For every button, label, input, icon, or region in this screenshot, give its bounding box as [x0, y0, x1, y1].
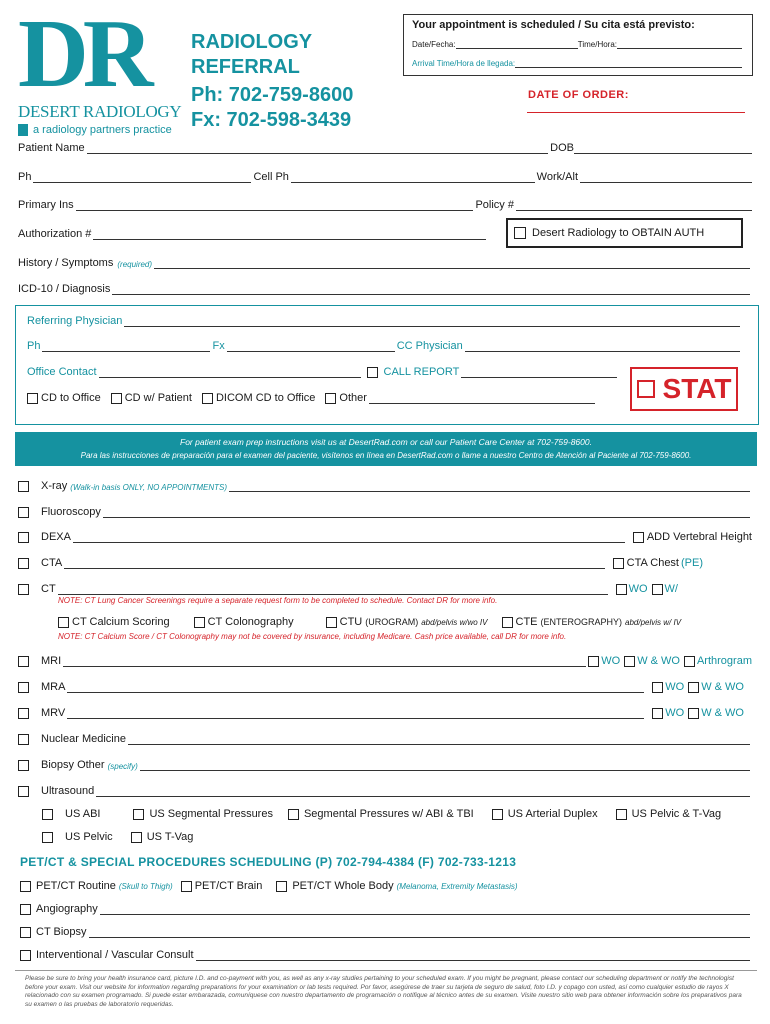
obtain-auth-box[interactable] — [506, 218, 743, 248]
us-tvag-checkbox[interactable] — [131, 832, 142, 843]
appt-time-field[interactable] — [617, 41, 742, 49]
ct-calcium-label: CT Calcium Scoring — [72, 616, 170, 628]
logo-mark-icon — [18, 124, 28, 136]
angio-checkbox[interactable] — [20, 904, 31, 915]
footer-note: Please be sure to bring your health insurance card, picture I.D. and co-payment with you, as well as any x-ray studies pertaining to your scheduled exam. If you might be pregnant, please contact our scheduling department or notify the technologist before your exam. Visit our website for information regarding preparations for your examination or lab tests required. Por favor, asegúrese de traer su tarjeta de seguro de salud, foto I.D. y copago con usted, así como cualquier estudio de rayos X relacionado con su examen programado. Si puede estar embarazada, comuníquese con nuestro departamento de programación o notifique al técnico antes de su examen. Visite nuestro sitio web para obtener información sobre los preparativos para su examen o las pruebas de laboratorio requeridas. — [25, 975, 742, 1008]
dicom-checkbox[interactable] — [202, 393, 213, 404]
ct-checkbox[interactable] — [18, 584, 29, 595]
cte-detail: (ENTEROGRAPHY) — [540, 617, 623, 627]
stat-checkbox[interactable] — [637, 380, 655, 398]
ct-biopsy-label: CT Biopsy — [36, 926, 87, 938]
physician-fx-field[interactable] — [227, 342, 395, 352]
nuclear-label: Nuclear Medicine — [41, 733, 126, 745]
interventional-checkbox[interactable] — [20, 950, 31, 961]
xray-note: (Walk-in basis ONLY, NO APPOINTMENTS) — [70, 483, 228, 492]
call-report-field[interactable] — [461, 368, 617, 378]
other-checkbox[interactable] — [325, 393, 336, 404]
add-vertebral-checkbox[interactable] — [633, 532, 644, 543]
dob-label: DOB — [550, 142, 574, 154]
pet-whole-label: PET/CT Whole Body — [292, 880, 394, 892]
ultrasound-options-row2 — [42, 831, 193, 843]
cd-patient-label: CD w/ Patient — [124, 392, 192, 404]
office-contact-label: Office Contact — [27, 366, 97, 378]
physician-fx-label: Fx — [212, 340, 225, 352]
call-report-label: CALL REPORT — [383, 366, 460, 378]
pet-heading: PET/CT & SPECIAL PROCEDURES SCHEDULING (P) 702-794-4384 (F) 702-733-1213 — [20, 855, 517, 869]
ct-wo-checkbox[interactable] — [616, 584, 627, 595]
mri-checkbox[interactable] — [18, 656, 29, 667]
us-arterial-label: US Arterial Duplex — [507, 808, 598, 820]
biopsy-checkbox[interactable] — [18, 760, 29, 771]
ct-calcium-note: NOTE: CT Calcium Score / CT Colonography may not be covered by insurance, including Medicare. Cash price available, call DR for more info. — [58, 632, 567, 641]
us-tvag-label: US T-Vag — [146, 831, 194, 843]
pet-brain-checkbox[interactable] — [181, 881, 192, 892]
ultrasound-label: Ultrasound — [41, 785, 95, 797]
ct-colono-label: CT Colonography — [207, 616, 294, 628]
seg-abi-label: Segmental Pressures w/ ABI & TBI — [303, 808, 474, 820]
xray-checkbox[interactable] — [18, 481, 29, 492]
mra-wwo-checkbox[interactable] — [688, 682, 699, 693]
appt-arrival-field[interactable] — [515, 60, 742, 68]
patient-name-label: Patient Name — [18, 142, 85, 154]
cta-field[interactable] — [64, 559, 604, 569]
ct-field[interactable] — [58, 585, 608, 595]
ctu-label: CTU — [339, 616, 363, 628]
ct-biopsy-field[interactable] — [89, 928, 750, 938]
appt-arrival-label: Arrival Time/Hora de llegada: — [412, 59, 516, 68]
mra-label: MRA — [41, 681, 66, 693]
cta-label: CTA — [41, 557, 63, 569]
patient-ph-label: Ph — [18, 171, 32, 183]
pet-routine-note: (Skull to Thigh) — [118, 881, 173, 891]
dexa-label: DEXA — [41, 531, 71, 543]
ct-biopsy-checkbox[interactable] — [20, 927, 31, 938]
mri-arthrogram-label: Arthrogram — [696, 655, 752, 667]
fluoro-field[interactable] — [103, 508, 750, 518]
appt-date-field[interactable] — [456, 41, 578, 49]
cta-chest-label: CTA Chest — [626, 557, 679, 569]
prep-banner — [15, 432, 757, 466]
biopsy-label: Biopsy Other — [41, 759, 105, 771]
cc-physician-label: CC Physician — [396, 340, 463, 352]
prep-banner-english: For patient exam prep instructions visit us at DesertRad.com or call our Patient Care Center at 702-759-8600. — [180, 437, 592, 447]
authorization-field[interactable] — [93, 230, 486, 240]
form-title-line1: RADIOLOGY — [191, 31, 313, 53]
appt-time-label: Time/Hora: — [577, 40, 617, 49]
pet-routine-checkbox[interactable] — [20, 881, 31, 892]
us-pelvic-label: US Pelvic — [65, 831, 113, 843]
physician-ph-label: Ph — [27, 340, 41, 352]
other-field[interactable] — [369, 394, 595, 404]
mra-wo-checkbox[interactable] — [652, 682, 663, 693]
us-pelvic-tvag-checkbox[interactable] — [616, 809, 627, 820]
cd-office-checkbox[interactable] — [27, 393, 38, 404]
obtain-auth-checkbox[interactable] — [514, 227, 526, 239]
dob-field[interactable] — [574, 144, 752, 154]
stat-box[interactable] — [630, 367, 738, 411]
ct-w-checkbox[interactable] — [652, 584, 663, 595]
xray-field[interactable] — [229, 482, 750, 492]
history-label: History / Symptoms — [18, 257, 114, 269]
mri-label: MRI — [41, 655, 62, 667]
cte-checkbox[interactable] — [502, 617, 513, 628]
dicom-label: DICOM CD to Office — [215, 392, 316, 404]
ctu-detail: (UROGRAM) — [365, 617, 419, 627]
angio-label: Angiography — [36, 903, 98, 915]
history-required-note: (required) — [117, 260, 153, 269]
referring-physician-field[interactable] — [124, 317, 740, 327]
policy-label: Policy # — [475, 199, 514, 211]
mrv-checkbox[interactable] — [18, 708, 29, 719]
footer-divider — [15, 970, 757, 971]
mri-wo-checkbox[interactable] — [588, 656, 599, 667]
fluoro-checkbox[interactable] — [18, 507, 29, 518]
mrv-label: MRV — [41, 707, 66, 719]
icd10-field[interactable] — [112, 285, 750, 295]
cta-checkbox[interactable] — [18, 558, 29, 569]
patient-ph-field[interactable] — [33, 173, 251, 183]
referring-physician-label: Referring Physician — [27, 315, 123, 327]
ct-lung-note: NOTE: CT Lung Cancer Screenings require a separate request form to be completed to schedule. Contact DR for more info. — [58, 596, 498, 605]
appointment-title: Your appointment is scheduled / Su cita está previsto: — [412, 19, 695, 31]
us-abi-label: US ABI — [65, 808, 101, 820]
nuclear-checkbox[interactable] — [18, 734, 29, 745]
pet-whole-note: (Melanoma, Extremity Metastasis) — [396, 881, 518, 891]
interventional-field[interactable] — [196, 951, 750, 961]
pet-options-row — [20, 880, 518, 892]
patient-name-field[interactable] — [87, 144, 549, 154]
obtain-auth-label: Desert Radiology to OBTAIN AUTH — [532, 227, 705, 239]
mri-arthrogram-checkbox[interactable] — [684, 656, 695, 667]
ctu-sub: abd/pelvis w/wo IV — [421, 617, 488, 627]
mra-field[interactable] — [67, 683, 644, 693]
mri-wwo-label: W & WO — [637, 655, 680, 667]
stat-label: STAT — [662, 373, 732, 404]
mrv-field[interactable] — [67, 709, 644, 719]
us-pelvic-tvag-label: US Pelvic & T-Vag — [631, 808, 722, 820]
logo-tagline: a radiology partners practice — [33, 124, 172, 136]
mri-wo-label: WO — [601, 655, 621, 667]
other-label: Other — [339, 392, 367, 404]
date-of-order-field[interactable] — [527, 112, 745, 113]
biopsy-specify: (specify) — [107, 762, 138, 771]
icd10-label: ICD-10 / Diagnosis — [18, 283, 111, 295]
ultrasound-checkbox[interactable] — [18, 786, 29, 797]
ct-w-label: W/ — [664, 583, 678, 595]
nuclear-field[interactable] — [128, 735, 750, 745]
angio-field[interactable] — [100, 905, 750, 915]
ct-options-row — [58, 616, 681, 628]
mri-field[interactable] — [63, 657, 586, 667]
main-fax: Fx: 702-598-3439 — [191, 109, 352, 131]
mra-checkbox[interactable] — [18, 682, 29, 693]
ct-calcium-checkbox[interactable] — [58, 617, 69, 628]
cell-ph-field[interactable] — [291, 173, 535, 183]
mrv-wwo-checkbox[interactable] — [688, 708, 699, 719]
biopsy-field[interactable] — [140, 761, 750, 771]
ct-label: CT — [41, 583, 56, 595]
us-arterial-checkbox[interactable] — [492, 809, 503, 820]
ctu-checkbox[interactable] — [326, 617, 337, 628]
physician-ph-field[interactable] — [42, 342, 210, 352]
form-title — [191, 30, 312, 80]
cell-ph-label: Cell Ph — [253, 171, 289, 183]
ct-colono-checkbox[interactable] — [194, 617, 205, 628]
work-alt-label: Work/Alt — [536, 171, 578, 183]
history-field[interactable] — [154, 259, 750, 269]
primary-ins-field[interactable] — [76, 201, 474, 211]
form-title-line2: REFERRAL — [191, 56, 300, 78]
cte-label: CTE — [515, 616, 538, 628]
mrv-wo-label: WO — [665, 707, 685, 719]
appt-date-label: Date/Fecha: — [412, 40, 456, 49]
mra-wwo-label: W & WO — [701, 681, 744, 693]
cd-office-label: CD to Office — [41, 392, 101, 404]
dexa-checkbox[interactable] — [18, 532, 29, 543]
cta-pe-label: (PE) — [681, 557, 703, 569]
xray-label: X-ray — [41, 480, 68, 492]
call-report-checkbox[interactable] — [367, 367, 378, 378]
date-of-order-label: DATE OF ORDER: — [528, 89, 629, 101]
logo — [18, 0, 186, 136]
ct-wo-label: WO — [628, 583, 648, 595]
cta-chest-checkbox[interactable] — [613, 558, 624, 569]
interventional-label: Interventional / Vascular Consult — [36, 949, 194, 961]
cd-patient-checkbox[interactable] — [111, 393, 122, 404]
logo-name: DESERT RADIOLOGY — [18, 102, 182, 121]
seg-abi-checkbox[interactable] — [288, 809, 299, 820]
pet-brain-label: PET/CT Brain — [194, 880, 263, 892]
prep-banner-spanish: Para las instrucciones de preparación para el examen del paciente, visítenos en línea en DesertRad.com o llame a nuestro Centro de Atención al Paciente al 702-759-8600. — [80, 451, 692, 460]
ultrasound-options-row1 — [42, 808, 752, 820]
us-pelvic-checkbox[interactable] — [42, 832, 53, 843]
mrv-wo-checkbox[interactable] — [652, 708, 663, 719]
authorization-label: Authorization # — [18, 228, 92, 240]
cte-sub: abd/pelvis w/ IV — [625, 617, 682, 627]
office-contact-field[interactable] — [99, 368, 361, 378]
add-vertebral-label: ADD Vertebral Height — [646, 531, 752, 543]
pet-whole-checkbox[interactable] — [276, 881, 287, 892]
main-phone: Ph: 702-759-8600 — [191, 84, 354, 106]
pet-routine-label: PET/CT Routine — [36, 880, 116, 892]
mra-wo-label: WO — [665, 681, 685, 693]
ultrasound-field[interactable] — [96, 787, 750, 797]
primary-ins-label: Primary Ins — [18, 199, 74, 211]
us-abi-checkbox[interactable] — [42, 809, 53, 820]
cc-physician-field[interactable] — [465, 342, 740, 352]
us-seg-label: US Segmental Pressures — [149, 808, 273, 820]
mrv-wwo-label: W & WO — [701, 707, 744, 719]
policy-field[interactable] — [516, 201, 752, 211]
logo-letters: DR — [18, 0, 148, 108]
work-alt-field[interactable] — [580, 173, 752, 183]
dexa-field[interactable] — [73, 533, 625, 543]
fluoro-label: Fluoroscopy — [41, 506, 101, 518]
us-seg-checkbox[interactable] — [133, 809, 144, 820]
mri-wwo-checkbox[interactable] — [624, 656, 635, 667]
appointment-box — [403, 14, 753, 76]
